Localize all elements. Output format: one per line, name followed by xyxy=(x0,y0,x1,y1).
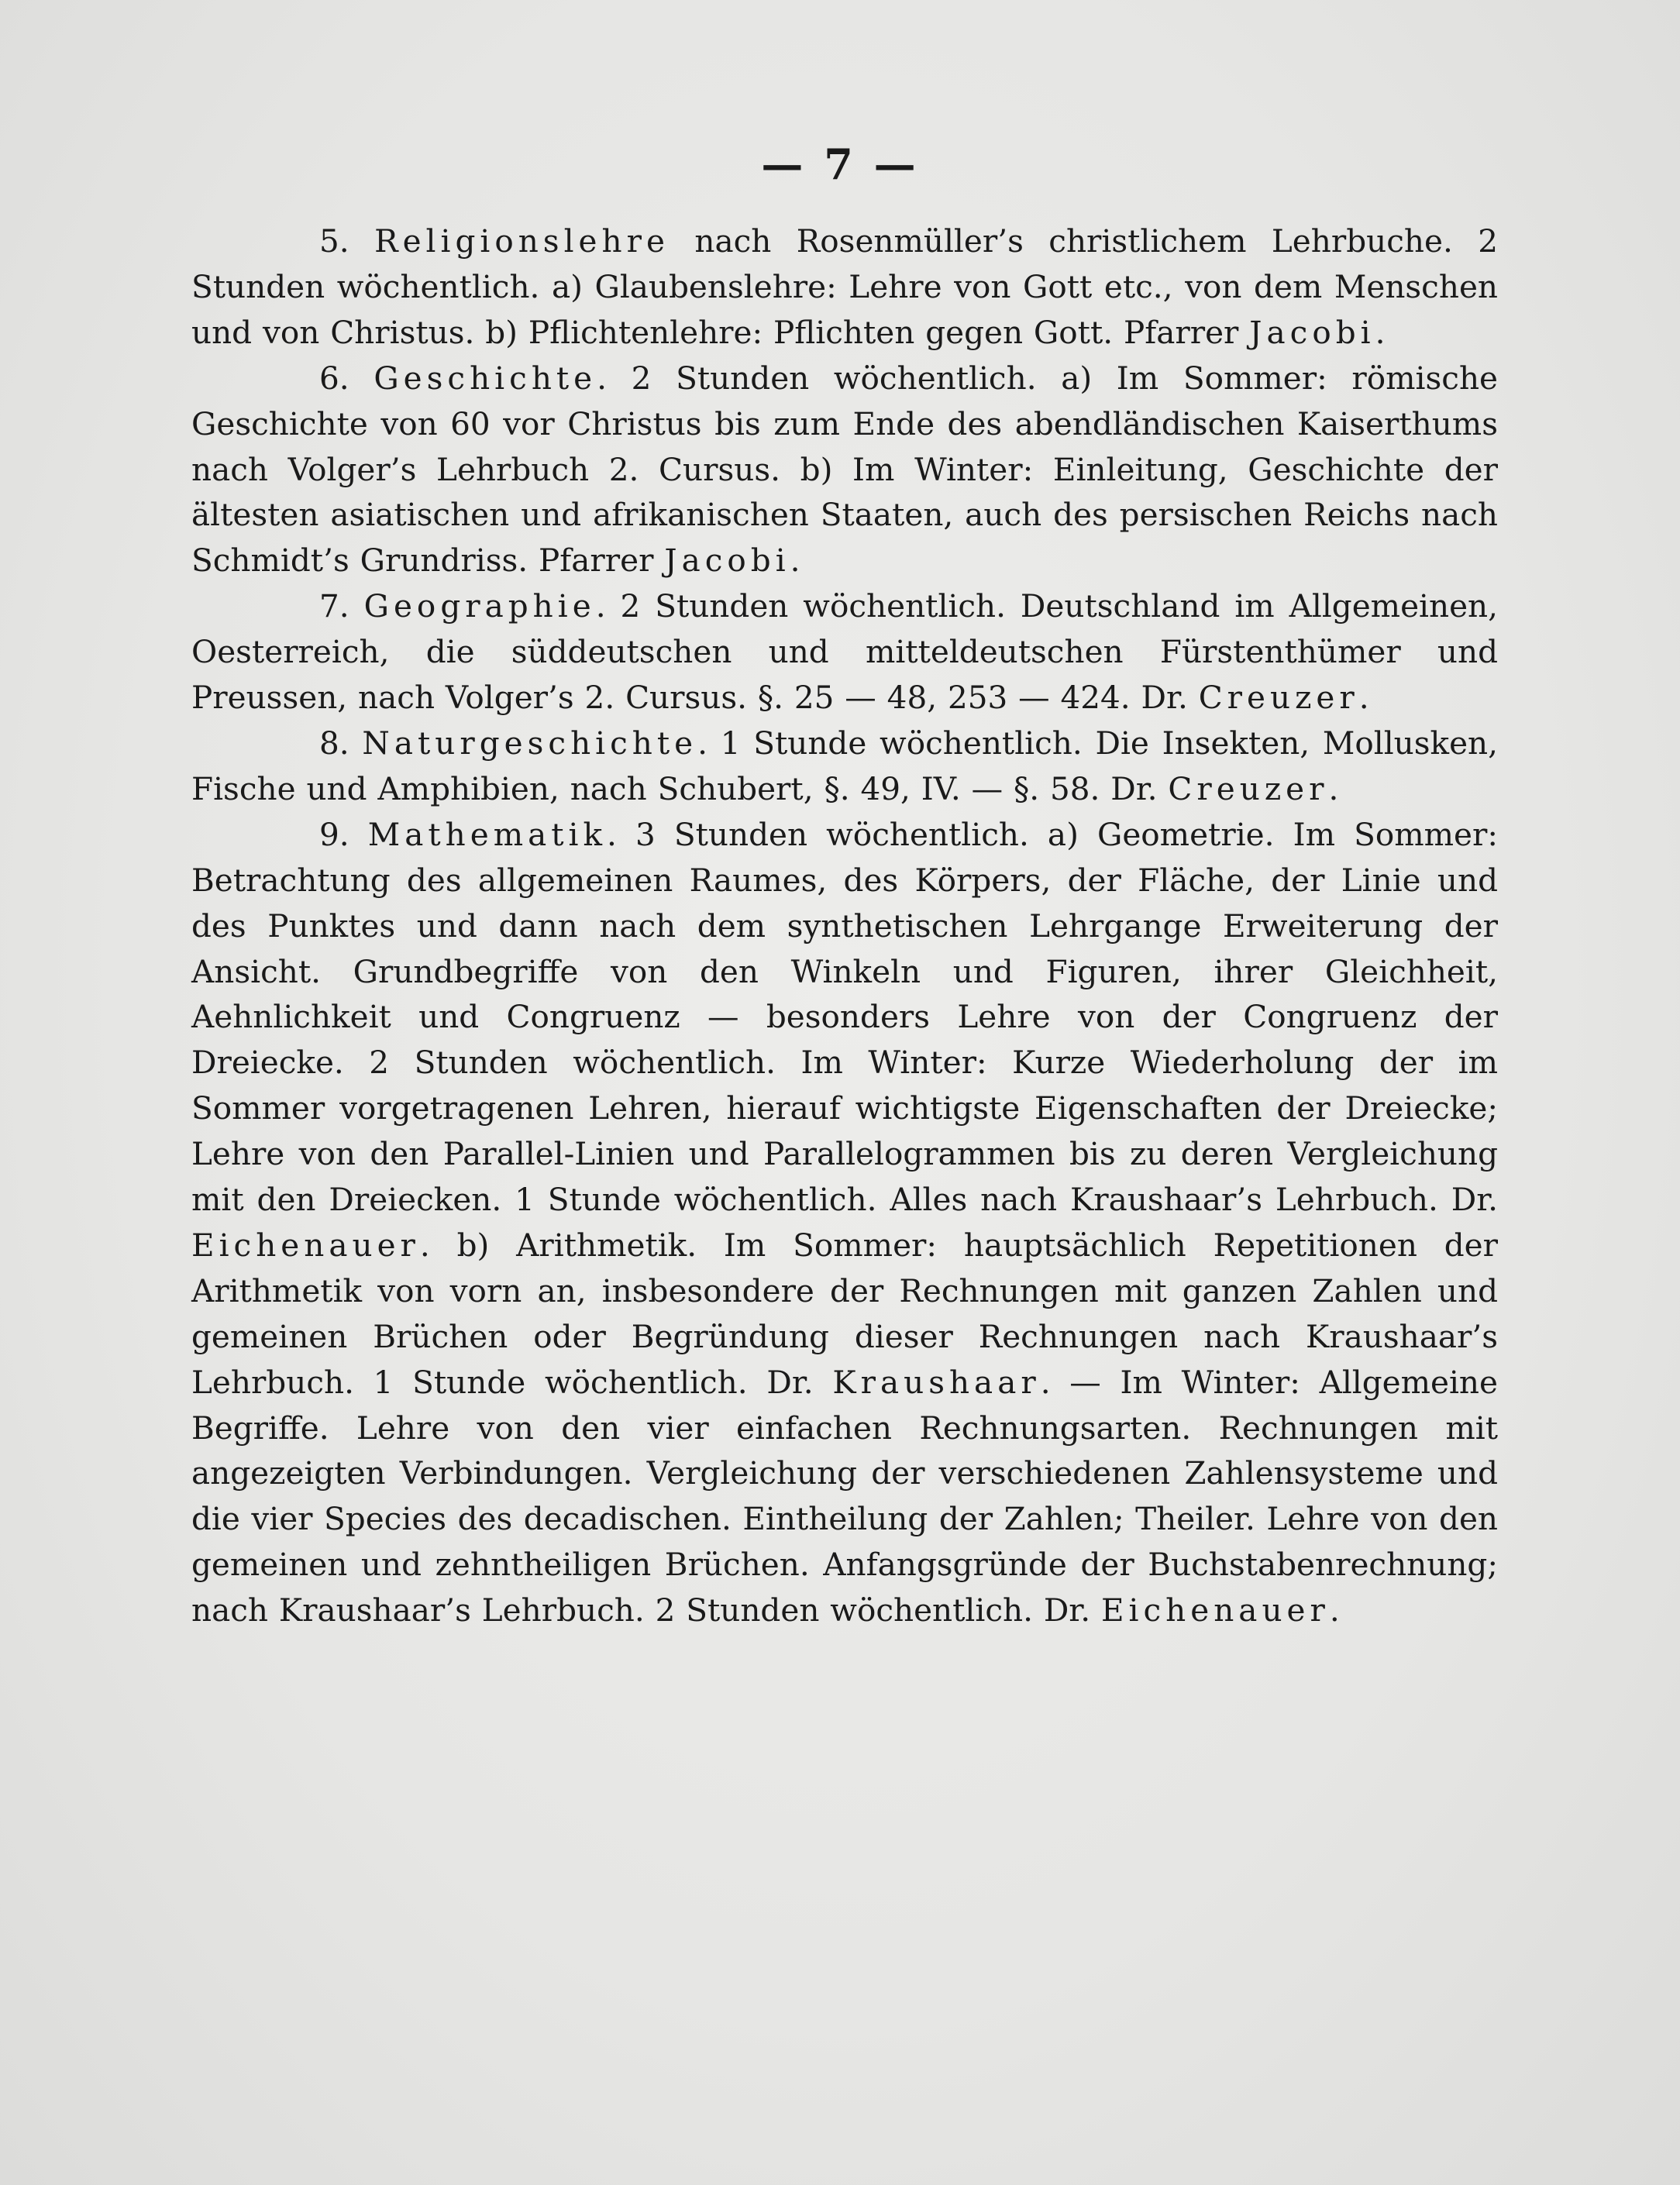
section-number: 6. xyxy=(319,359,349,397)
section-title: Religionslehre xyxy=(374,222,670,260)
section-religionslehre xyxy=(191,218,1498,356)
section-body-geometrie: . 3 Stunden wöchentlich. a) Geometrie. Im Sommer: Betrachtung des allgemeinen Raumes, des Körpers, der Fläche, der Linie und des Punktes und dann nach dem synthetischen Lehrgange Erweiterung der Ansicht. Grundbegriffe von den Winkeln und Figuren, ihrer Gleichheit, Aehnlichkeit und Congruenz — besonders Lehre von der Congruenz der Dreiecke. 2 Stunden wöchentlich. Im Winter: Kurze Wiederholung der im Sommer vorgetragenen Lehren, hierauf wichtigste Eigenschaften der Dreiecke; Lehre von den Parallel-Linien und Parallelogrammen bis zu deren Vergleichung mit den Dreiecken. 1 Stunde wöchentlich. Alles nach Kraushaar’s Lehrbuch. Dr. xyxy=(191,815,1499,1219)
section-number: 8. xyxy=(319,724,349,762)
section-end: . xyxy=(790,542,800,580)
teacher-name: Creuzer xyxy=(1198,679,1359,717)
body-text xyxy=(191,218,1498,1633)
section-end: . xyxy=(1358,679,1369,717)
page-number: — 7 — xyxy=(761,139,919,189)
section-body-arithmetik-sommer: . b) Arithmetik. Im Sommer: hauptsächlich Repetitionen der Arithmetik von vorn an, insbesondere der Rechnungen mit ganzen Zahlen und gemeinen Brüchen oder Begründung dieser Rechnungen nach Kraushaar’s Lehrbuch. 1 Stunde wöchentlich. Dr. xyxy=(191,1226,1498,1401)
section-number: 7. xyxy=(319,587,349,625)
section-number: 9. xyxy=(319,815,349,853)
section-geographie xyxy=(191,583,1498,721)
teacher-name: Kraushaar xyxy=(832,1363,1041,1401)
teacher-name: Eichenauer xyxy=(1100,1591,1330,1629)
section-body: . 1 Stunde wöchentlich. Die Insekten, Mollusken, Fische und Amphibien, nach Schubert, §. 49, IV. — §. 58. Dr. xyxy=(191,724,1499,807)
teacher-name: Jacobi xyxy=(1249,313,1375,351)
section-geschichte xyxy=(191,356,1498,584)
section-body: . 2 Stunden wöchentlich. Deutschland im Allgemeinen, Oesterreich, die süddeutschen und mitteldeutschen Fürstenthümer und Preussen, nach Volger’s 2. Cursus. §. 25 — 48, 253 — 424. Dr. xyxy=(191,587,1499,717)
teacher-name: Eichenauer xyxy=(191,1226,420,1264)
teacher-name: Jacobi xyxy=(664,542,790,580)
section-end: . xyxy=(1329,1591,1340,1629)
section-end: . xyxy=(1328,769,1339,807)
section-title: Geschichte xyxy=(374,359,597,397)
section-naturgeschichte xyxy=(191,721,1498,812)
section-body: nach Rosenmüller’s christlichem Lehrbuche. 2 Stunden wöchentlich. a) Glaubenslehre: Lehre von Gott etc., von dem Menschen und von Christus. b) Pflichtenlehre: Pflichten gegen Gott. Pfarrer xyxy=(191,222,1499,351)
section-title: Mathematik xyxy=(367,815,608,853)
section-end: . xyxy=(1375,313,1386,351)
section-number: 5. xyxy=(319,222,349,260)
section-title: Geographie xyxy=(363,587,596,625)
section-body: . 2 Stunden wöchentlich. a) Im Sommer: römische Geschichte von 60 vor Christus bis zum Ende des abendländischen Kaiserthums nach Volger’s Lehrbuch 2. Cursus. b) Im Winter: Einleitung, Geschichte der ältesten asiatischen und afrikanischen Staaten, auch des persischen Reichs nach Schmidt’s Grundriss. Pfarrer xyxy=(191,359,1499,580)
section-mathematik xyxy=(191,812,1498,1633)
teacher-name: Creuzer xyxy=(1168,769,1329,807)
section-body-arithmetik-winter: . — Im Winter: Allgemeine Begriffe. Lehre von den vier einfachen Rechnungsarten. Rechnungen mit angezeigten Verbindungen. Vergleichung der verschiedenen Zahlensysteme und die vier Species des decadischen. Eintheilung der Zahlen; Theiler. Lehre von den gemeinen und zehntheiligen Brüchen. Anfangsgründe der Buchstabenrechnung; nach Kraushaar’s Lehrbuch. 2 Stunden wöchentlich. Dr. xyxy=(191,1363,1498,1629)
section-title: Naturgeschichte xyxy=(362,724,698,762)
